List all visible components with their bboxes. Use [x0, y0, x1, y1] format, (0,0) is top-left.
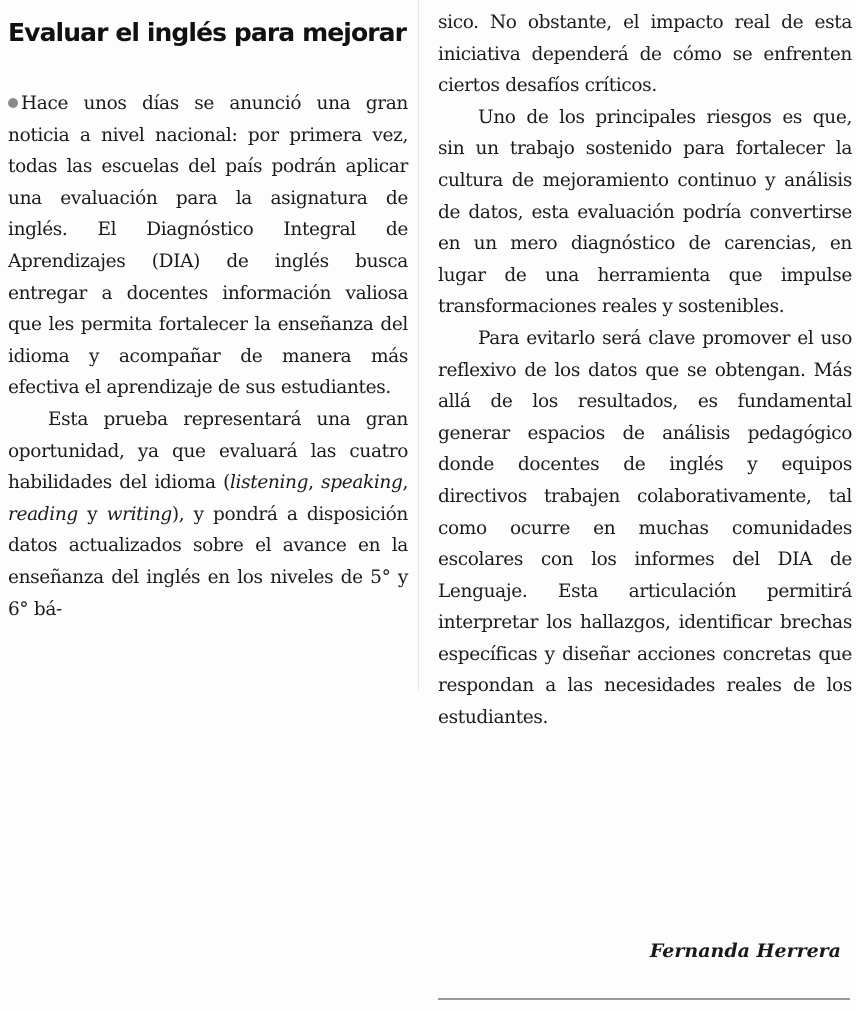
article-end-rule: [438, 998, 850, 1000]
skill-speaking: speaking: [321, 472, 403, 494]
skill-listening: listening: [229, 472, 309, 494]
skill-reading: reading: [8, 503, 78, 525]
bullet-icon: [8, 98, 18, 108]
paragraph-4: Para evitarlo será clave promover el uso reflexivo de los datos que se obtengan. Más allá de los resultados, es fundamental generar espacios de análisis pedagógico donde docentes de inglés y equipos directivos trabajen colaborativamente, tal como ocurre en muchas comunidades escolares con los informes del DIA de Lenguaje. Esta articulación permitirá interpretar los hallazgos, identificar brechas específicas y diseñar acciones concretas que respondan a las necesidades reales de los estudiantes.: [438, 327, 852, 729]
skill-separator-3: y: [77, 503, 107, 525]
skill-separator-1: ,: [308, 472, 322, 494]
skill-writing: writing: [106, 503, 172, 525]
paragraph-2-after: ), y pondrá a disposición datos actualizados sobre el avance en la enseñanza del inglés en los niveles de 5° y 6° bá-: [8, 503, 408, 620]
right-column-text: [438, 7, 852, 734]
paragraph-2: [8, 404, 408, 625]
skill-separator-2: ,: [402, 472, 409, 494]
left-column: [0, 0, 414, 690]
column-divider: [418, 0, 419, 690]
author-signature: Fernanda Herrera: [649, 940, 841, 962]
paragraph-2-continued: sico. No obstante, el impacto real de esta iniciativa dependerá de cómo se enfrenten ciertos desafíos críticos.: [438, 12, 852, 97]
left-column-text: [8, 88, 408, 625]
paragraph-1: [8, 88, 408, 404]
right-column: [430, 0, 857, 1013]
paragraph-1-text: Hace unos días se anunció una gran noticia a nivel nacional: por primera vez, todas las escuelas del país podrán aplicar una evaluación para la asignatura de inglés. El Diagnóstico Integral de Aprendizajes (DIA) de inglés busca entregar a docentes información valiosa que les permita fortalecer la enseñanza del idioma y acompañar de manera más efectiva el aprendizaje de sus estudiantes.: [8, 93, 408, 399]
paragraph-3: Uno de los principales riesgos es que, sin un trabajo sostenido para fortalecer la cultura de mejoramiento continuo y análisis de datos, esta evaluación podría convertirse en un mero diagnóstico de carencias, en lugar de una herramienta que impulse transformaciones reales y sostenibles.: [438, 106, 852, 318]
paragraph-2-before: Esta prueba representará una gran oportunidad, ya que evaluará las cuatro habilidades del idioma (: [8, 408, 408, 494]
article-headline: Evaluar el inglés para mejorar: [8, 18, 407, 47]
